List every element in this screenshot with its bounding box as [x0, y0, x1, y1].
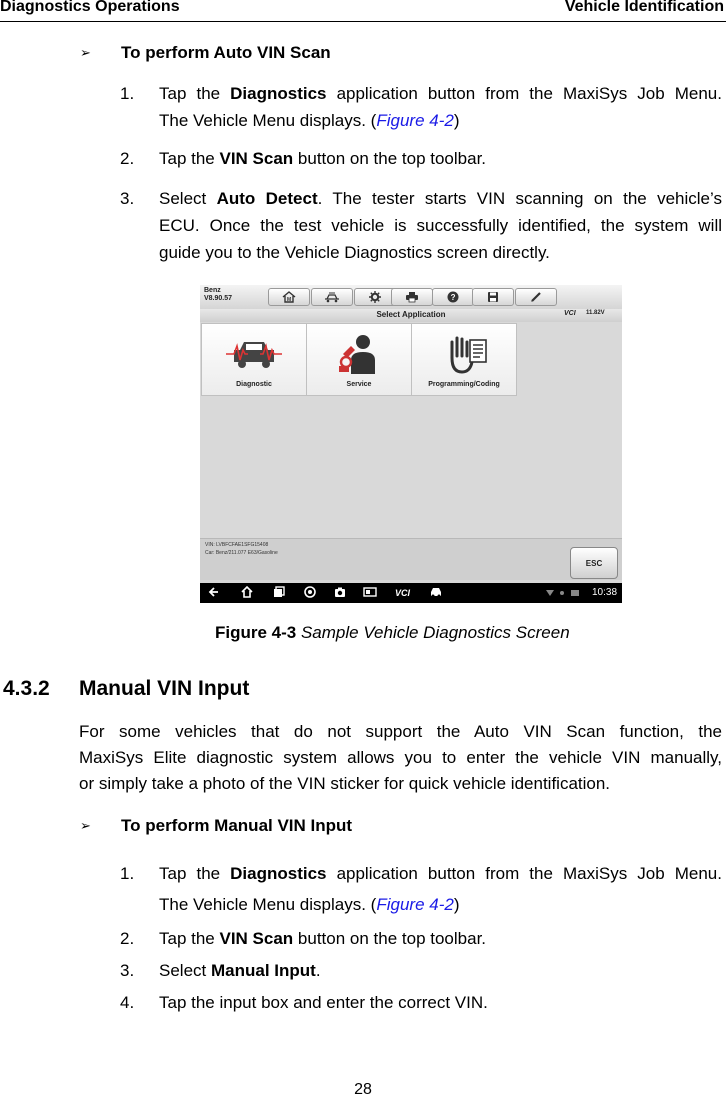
car-line: Car: Benz/211.077 E63/Gasoline	[205, 550, 278, 556]
vin-line: VIN: LVBFCFAE1SFG15408	[205, 542, 269, 548]
vci-nav-icon[interactable]	[394, 586, 414, 598]
edit-icon[interactable]	[515, 288, 557, 306]
step-text: Tap the input box and enter the correct VIN.	[159, 993, 488, 1012]
status-icons	[545, 588, 585, 598]
screen-mirror-icon[interactable]	[363, 586, 377, 598]
intro-paragraph-line: MaxiSys Elite diagnostic system allows you to enter the vehicle VIN manually,	[79, 748, 722, 767]
page-number: 28	[354, 1081, 372, 1098]
vci-indicator: VCI	[564, 310, 576, 317]
step-number: 3.	[120, 189, 135, 208]
settings-icon[interactable]	[354, 288, 396, 306]
battery-voltage: 11.82V	[586, 310, 605, 316]
home-nav-icon[interactable]	[241, 586, 253, 598]
programming-hand-icon	[444, 332, 488, 376]
intro-paragraph-line: or simply take a photo of the VIN sticker for quick vehicle identification.	[79, 774, 611, 793]
browser-icon[interactable]	[304, 586, 316, 598]
step-text-continued: guide you to the Vehicle Diagnostics screen directly.	[159, 243, 550, 262]
service-technician-icon	[337, 332, 381, 376]
section-title: Manual VIN Input	[79, 677, 250, 700]
tile-label: Diagnostic	[236, 381, 272, 388]
step-number: 2.	[120, 929, 135, 948]
step-text-continued: The Vehicle Menu displays. (Figure 4-2)	[159, 895, 460, 914]
diagnostic-tile[interactable]	[201, 323, 307, 396]
figure-4-2-link[interactable]: Figure 4-2	[376, 895, 454, 914]
step-number: 2.	[120, 149, 135, 168]
vehicle-swap-icon[interactable]	[311, 288, 353, 306]
step-number: 4.	[120, 993, 135, 1012]
section-number: 4.3.2	[3, 677, 50, 700]
camera-icon[interactable]	[334, 586, 346, 598]
header-rule	[0, 21, 726, 22]
vehicle-brand: Benz V8.90.57	[204, 287, 233, 302]
esc-button[interactable]: ESC	[570, 547, 618, 579]
manual-input-heading: To perform Manual VIN Input	[121, 816, 353, 835]
car-diagnostic-icon	[226, 336, 282, 372]
step-text: Tap the VIN Scan button on the top toolbar.	[159, 929, 487, 948]
running-header-left: Diagnostics Operations	[0, 0, 180, 15]
bullet-arrow-icon: ➢	[80, 818, 91, 833]
auto-scan-heading: To perform Auto VIN Scan	[121, 43, 331, 62]
step-number: 3.	[120, 961, 135, 980]
recent-apps-icon[interactable]	[273, 586, 285, 598]
tile-label: Programming/Coding	[428, 381, 500, 388]
car-nav-icon[interactable]	[429, 586, 443, 598]
step-number: 1.	[120, 84, 135, 103]
save-icon[interactable]	[472, 288, 514, 306]
svg-text:?: ?	[450, 293, 456, 302]
svg-text:M: M	[287, 297, 292, 303]
back-icon[interactable]	[208, 586, 220, 598]
clock: 10:38	[592, 587, 618, 598]
sample-diagnostics-screenshot	[200, 285, 622, 603]
bullet-arrow-icon: ➢	[80, 45, 91, 60]
intro-paragraph-line: For some vehicles that do not support the Auto VIN Scan function, the	[79, 722, 722, 741]
home-icon[interactable]	[268, 288, 310, 306]
figure-4-2-link[interactable]: Figure 4-2	[376, 111, 454, 130]
step-text: Tap the Diagnostics application button from the MaxiSys Job Menu.	[159, 84, 722, 103]
running-header-right: Vehicle Identification	[564, 0, 724, 15]
step-text: Tap the Diagnostics application button from the MaxiSys Job Menu.	[159, 864, 722, 883]
step-text: Select Auto Detect. The tester starts VIN scanning on the vehicle’s	[159, 189, 722, 208]
step-text-continued: ECU. Once the test vehicle is successfully identified, the system will	[159, 216, 722, 235]
figure-caption: Figure 4-3 Sample Vehicle Diagnostics Screen	[215, 623, 570, 642]
screen-title: Select Application	[376, 310, 446, 319]
print-icon[interactable]	[391, 288, 433, 306]
programming-coding-tile[interactable]	[411, 323, 517, 396]
svg-text:VCI: VCI	[395, 588, 411, 598]
service-tile[interactable]	[306, 323, 412, 396]
step-text: Tap the VIN Scan button on the top toolbar.	[159, 149, 487, 168]
help-icon[interactable]	[432, 288, 474, 306]
tile-label: Service	[346, 381, 372, 388]
step-text: Select Manual Input.	[159, 961, 321, 980]
step-text-continued: The Vehicle Menu displays. (Figure 4-2)	[159, 111, 460, 130]
step-number: 1.	[120, 864, 135, 883]
